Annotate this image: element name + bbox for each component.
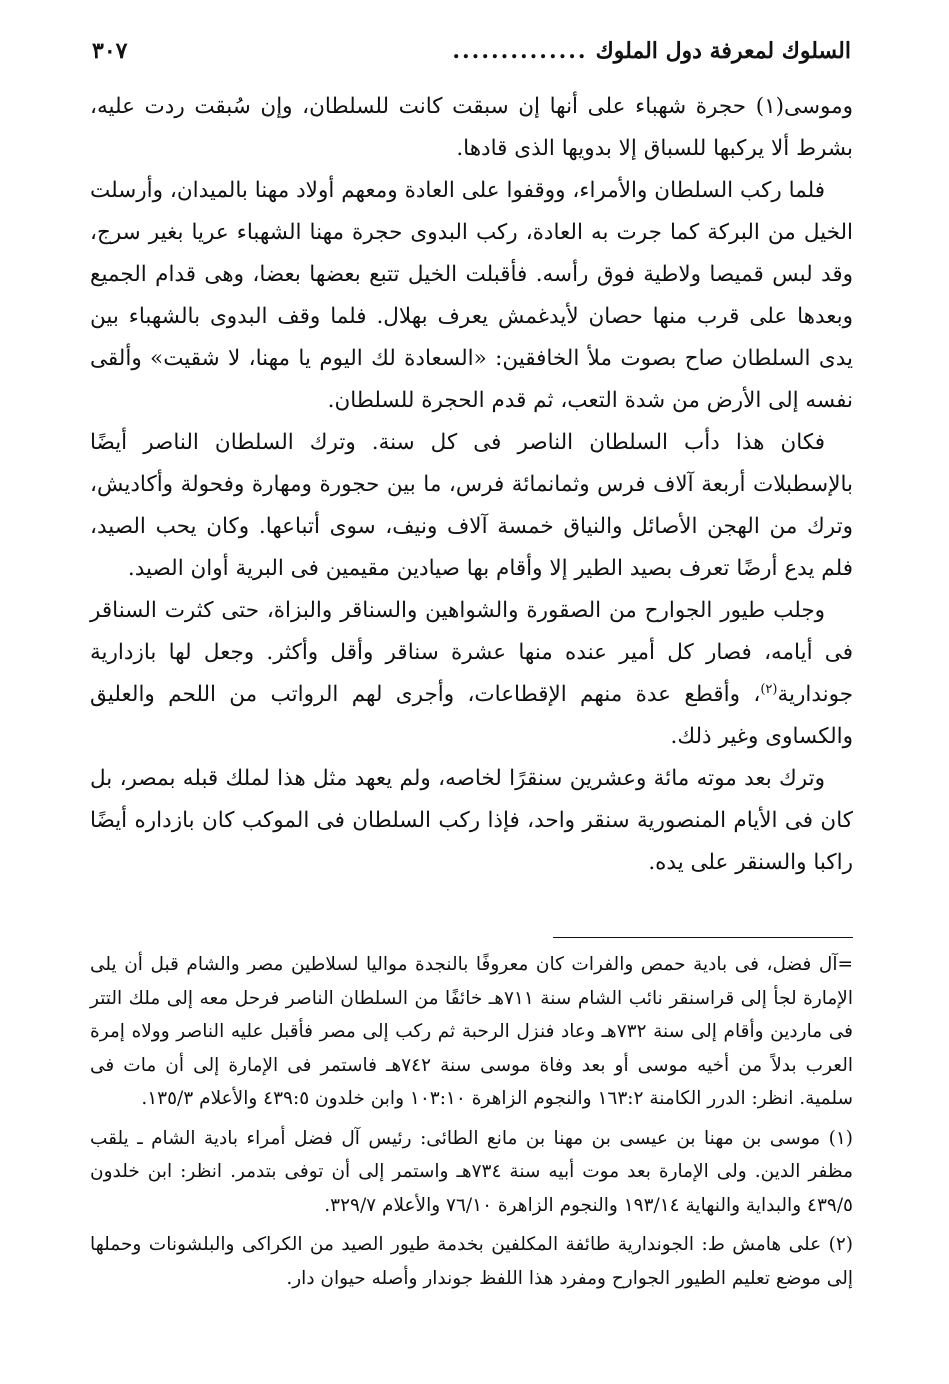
main-text: [90, 86, 853, 884]
paragraph-5: وترك بعد موته مائة وعشرين سنقرًا لخاصه، ولم يعهد مثل هذا لملك قبله بمصر، بل كان فى الأيام المنصورية سنقر واحد، فإذا ركب السلطان فى الموكب كان بازداره أيضًا راكبا والسنقر على يده.: [90, 766, 853, 875]
paragraph-3: فكان هذا دأب السلطان الناصر فى كل سنة. وترك السلطان الناصر أيضًا بالإسطبلات أربعة آلاف فرس وثمانمائة فرس، ما بين حجورة ومهارة وفحولة وأكاديش، وترك من الهجن الأصائل والنياق خمسة آلاف ونيف، سوى أتباعها. وكان يحب الصيد، فلم يدع أرضًا تعرف بصيد الطير إلا وأقام بها صيادين مقيمين فى البرية أوان الصيد.: [90, 430, 853, 581]
footnote-divider: [553, 937, 853, 938]
footnote-ref-2: (٢): [760, 681, 778, 697]
footnote-2: (٢) على هامش ط: الجوندارية طائفة المكلفين بخدمة طيور الصيد من الكراكى والبلشونات وحملها إلى موضع تعليم الطيور الجوارح ومفرد هذا اللفظ جوندار وأصله حيوان دار.: [90, 1234, 853, 1289]
paragraph-2: فلما ركب السلطان والأمراء، ووقفوا على العادة ومعهم أولاد مهنا بالميدان، وأرسلت الخيل من البركة كما جرت به العادة، ركب البدوى حجرة مهنا الشهباء عريا بغير سرج، وقد لبس قميصا ولاطية فوق رأسه. فأقبلت الخيل تتبع بعضها بعضا، وهى قدام الجميع وبعدها على قرب منها حصان لأيدغمش يعرف بهلال. فلما وقف البدوى بالشهباء بين يدى السلطان صاح بصوت ملأ الخافقين: «السعادة لك اليوم يا مهنا، لا شقيت» وألقى نفسه إلى الأرض من شدة التعب، ثم قدم الحجرة للسلطان.: [90, 178, 853, 413]
footnotes: [90, 948, 853, 1301]
paragraph-4-text-a: وجلب طيور الجوارح من الصقورة والشواهين والسناقر والبزاة، حتى كثرت السناقر فى أيامه، فصار كل أمير عنده منها عشرة سناقر وأقل وأكثر. وجعل لها بازدارية جوندارية: [90, 598, 853, 707]
paragraph-4-text-b: ، وأقطع عدة منهم الإقطاعات، وأجرى لهم الرواتب من اللحم والعليق والكساوى وغير ذلك.: [90, 682, 853, 749]
running-header: [92, 38, 851, 78]
book-title: السلوك لمعرفة دول الملوك: [595, 38, 851, 64]
header-leader-dots: ..............: [452, 38, 588, 64]
footnote-1: (١) موسى بن مهنا بن عيسى بن مهنا بن مانع الطائى: رئيس آل فضل أمراء بادية الشام ـ يلقب مظفر الدين. ولى الإمارة بعد موت أبيه سنة ٧٣٤هـ واستمر إلى أن توفى بتدمر. انظر: ابن خلدون ٤٣٩/٥ والبداية والنهاية ١٩٣/١٤ والنجوم الزاهرة ٧٦/١٠ والأعلام ٣٢٩/٧.: [90, 1127, 853, 1216]
paragraph-1: وموسى(١) حجرة شهباء على أنها إن سبقت كانت للسلطان، وإن سُبقت ردت عليه، بشرط ألا يركبها للسباق إلا بدويها الذى قادها.: [90, 94, 853, 161]
paragraph-4: [90, 590, 853, 758]
page-number: ٣٠٧: [92, 38, 128, 64]
footnote-continuation: =آل فضل، فى بادية حمص والفرات كان معروفًا بالنجدة مواليا لسلاطين مصر والشام قبل أن يلى الإمارة لجأ إلى قراسنقر نائب الشام سنة ٧١١هـ خائفًا من السلطان الناصر فرحل معه إلى ملك التتر فى ماردين وأقام إلى سنة ٧٣٢هـ وعاد فنزل الرحبة ثم ركب إلى مصر فأقبل عليه الناصر وولاه إمرة العرب بدلاً من أخيه موسى أو بعد وفاة موسى سنة ٧٤٢هـ فاستمر فى الإمارة إلى أن مات فى سلمية. انظر: الدرر الكامنة ١٦٣:٢ والنجوم الزاهرة ١٠٣:١٠ وابن خلدون ٤٣٩:٥ والأعلام ١٣٥/٣.: [90, 954, 853, 1109]
